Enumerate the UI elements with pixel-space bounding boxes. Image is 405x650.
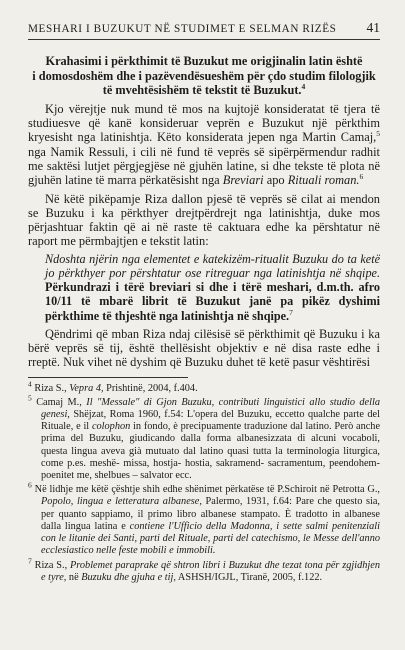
footnote-ref-6[interactable]: 6 [359,172,364,182]
footnote-4: $^4$ Riza S., Vepra 4, Prishtinë, 2004, f.404. [28,379,198,394]
footnote-rule [28,377,188,378]
paragraph-1: Kjo vërejtje nuk mund të mos na kujtojë konsideratat të tjera të studiuesve që kanë konsideruar veprën e Buzukut një përkthim kryesisht nga latinishtja. Këto konsiderata jepen nga Martin Camaj,$^5$ nga Namik Ressuli, i cili në fund të veprës së sipërpërmendur radhit me saktësi lutjet përgjegjëse në gjuhën latine, si dhe tekste të plota në gjuhën latine të marra përkatësisht nga Breviari apo Rituali roman.$^6$ [28,101,380,188]
footnote-5: $^5$ Camaj M., Il "Messale" di Gjon Buzuku, contributi linguistici allo studio della genesi, Shëjzat, Roma 1960, f.54: L'opera del Buzuku, eccetto qualche parte del Rituale, e il colophon in fondo, è precipuamente traduzione dal latino. Però anche prima del Buzuku, giudicando dalla forma albanesizzata di alcuni vocaboli, questa lingua aveva già mutuato dal latino quasi tutta la terminologia liturgica, come p.es. meshë- missa, hostja- hostia, sakramend- sacramentum, peendohem- poenitet me, shelbues – salvator ecc. [28,393,381,482]
lead-line-3: të mvehtësishëm të tekstit të Buzukut.$^4$ [102,82,306,98]
footnotes [28,379,381,584]
running-header [28,0,380,36]
running-title: MESHARI I BUZUKUT NË STUDIMET E SELMAN RIZËS [28,23,337,35]
lead-line-2: i domosdoshëm dhe i pazëvendësueshëm për çdo studim filologjik [32,68,376,83]
footnote-ref-4[interactable]: 4 [301,82,306,92]
footnote-ref-5[interactable]: 5 [376,129,380,139]
lead-statement [28,54,380,98]
footnote-6: $^6$ Në lidhje me këtë çështje shih edhe shënimet përkatëse të P.Schiroit në Petrotta G., Popolo, lingua e letteratura albanese, Palermo, 1931, f.64: Pare che questo sia, per quanto sappiamo, il primo libro albanese stampato. È tradotto in albanese dalla lingua latina e contiene l'Ufficio della Madonna, i sette salmi penitenziali con le litanie dei Santi, parti del Rituale, parti del catechismo, le Messe dell'anno ecclesiastico nelle feste mobili e immobili. [28,480,380,557]
lead-line-1: Krahasimi i përkthimit të Buzukut me origjinalin latin është [45,54,363,68]
footnote-7: $^7$ Riza S., Problemet paraprake që shtron libri i Buzukut dhe tezat tona për zgjidhjen e tyre, në Buzuku dhe gjuha e tij, ASHSH/IGJL, Tiranë, 2005, f.122. [28,556,380,583]
footnote-ref-7[interactable]: 7 [289,307,293,317]
block-quote: Ndoshta njërin nga elementet e katekizëm-ritualit Buzuku do ta ketë jo përkthyer por përshtatur ose ritreguar nga latinishtja në shqipe. Përkundrazi i tërë breviari si dhe i tërë meshari, d.m.th. afro 10/11 të mbarë librit të Buzukut janë pa pikëz dyshimi përkthime të thjeshtë nga latinishtja në shqipe.$^7$ [45,251,380,323]
header-rule [28,39,380,40]
page-number: 41 [366,20,380,35]
paragraph-2: Në këtë pikëpamje Riza dallon pjesë të veprës së cilat ai mendon se Buzuku i ka përkthyer drejtpërdrejt nga latinishtja, duke mos përjashtuar faktin që ai në raste të caktuara edhe ka përshtatur në raport me përmbajtjen e tekstit latin: [28,191,380,249]
paragraph-3: Qëndrimi që mban Riza ndaj cilësisë së përkthimit që Buzuku i ka bërë veprës së tij, është thellësisht objektiv e në disa raste edhe i rreptë. Nuk vihet në dyshim që Buzuku duhet të ketë pasur vështirësi [28,326,380,370]
